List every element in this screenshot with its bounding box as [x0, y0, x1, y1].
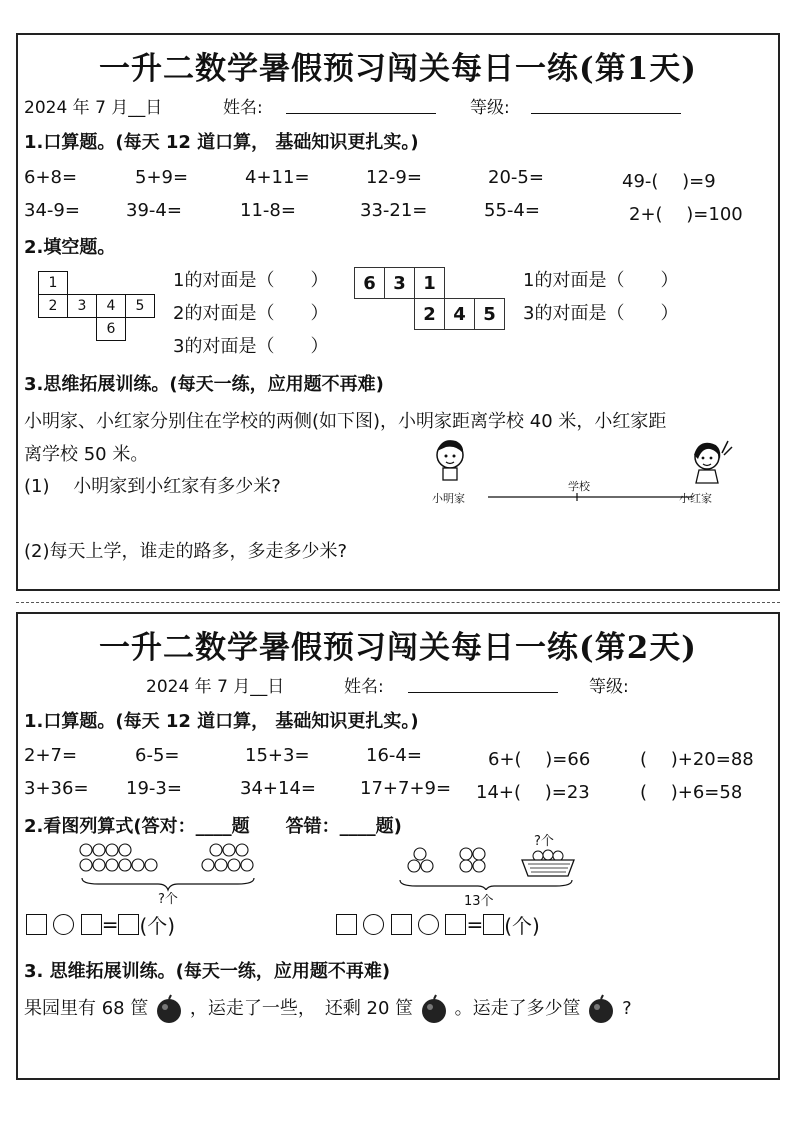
story-part-b: ，运走了一些， 还剩 20 筐	[189, 998, 414, 1019]
story-part-a: 果园里有 68 筐	[24, 998, 149, 1019]
day2-story	[24, 994, 632, 1024]
apple-icon	[408, 848, 485, 872]
net2-cell: 4	[445, 299, 475, 330]
day2-eq-r1-2: 6-5=	[135, 745, 180, 766]
day1-grade-label: 等级:	[470, 98, 510, 118]
day2-eq-r2-4: 17+7+9=	[360, 778, 452, 799]
fig-label-xiaoming: 小明家	[432, 492, 465, 505]
day2-eq-r1-1: 2+7=	[24, 745, 78, 766]
answer-row-right: = (个)	[336, 910, 540, 939]
girl-icon	[694, 441, 732, 483]
apple-icon	[419, 994, 449, 1024]
story-part-d: ?	[622, 998, 632, 1019]
unit-label: (个)	[139, 914, 176, 938]
answer-row-left: = (个)	[26, 910, 175, 939]
day1-section3-heading: 3.思维拓展训练。(每天一练，应用题不再难)	[24, 374, 384, 395]
answer-box[interactable]	[391, 914, 412, 935]
day1-date: 2024 年 7 月__日	[24, 98, 163, 118]
day1-eq-r1-6: 49-( )=9	[622, 171, 716, 192]
net1-question-2: 2的对面是（ ）	[173, 303, 329, 324]
day1-question-2: (2)每天上学，谁走的路多，多走多少米?	[24, 541, 348, 562]
day1-name-label: 姓名:	[223, 98, 263, 118]
day1-eq-r1-4: 12-9=	[366, 167, 422, 188]
day1-eq-r2-3: 11-8=	[240, 200, 296, 221]
day1-eq-r1-3: 4+11=	[245, 167, 310, 188]
fig-left-question: ?个	[158, 892, 178, 907]
day1-title: 一升二数学暑假预习闯关每日一练(第1天)	[99, 51, 697, 87]
net2-question-2: 3的对面是（ ）	[523, 303, 679, 324]
boy-icon	[437, 440, 463, 480]
day1-grade-field[interactable]	[531, 95, 681, 114]
day1-eq-r2-4: 33-21=	[360, 200, 428, 221]
net2-cell: 2	[415, 299, 445, 330]
net1-cell: 4	[97, 295, 126, 318]
day1-eq-r2-1: 34-9=	[24, 200, 80, 221]
day1-section1-heading: 1.口算题。(每天 12 道口算， 基础知识更扎实。)	[24, 132, 419, 153]
day2-section1-heading: 1.口算题。(每天 12 道口算， 基础知识更扎实。)	[24, 711, 419, 732]
day2-eq-r2-6: ( )+6=58	[640, 782, 743, 803]
net2-cell: 3	[385, 268, 415, 299]
day2-eq-r2-1: 3+36=	[24, 778, 89, 799]
day2-eq-r1-6: ( )+20=88	[640, 749, 754, 770]
day2-eq-r2-3: 34+14=	[240, 778, 316, 799]
day2-grade-label: 等级:	[589, 677, 629, 697]
day1-story-line1: 小明家、小红家分别住在学校的两侧(如下图)，小明家距离学校 40 米，小红家距	[24, 411, 667, 432]
net1-cell: 2	[39, 295, 68, 318]
day1-section2-heading: 2.填空题。	[24, 237, 116, 258]
day1-question-1: (1) 小明家到小红家有多少米?	[24, 476, 281, 497]
story-part-c: 。运走了多少筐	[454, 998, 581, 1019]
net2-cell: 1	[415, 268, 445, 299]
answer-box[interactable]	[483, 914, 504, 935]
fig-apples-left	[78, 838, 258, 894]
day1-eq-r1-5: 20-5=	[488, 167, 544, 188]
net2-question-1: 1的对面是（ ）	[523, 270, 679, 291]
day2-eq-r2-2: 19-3=	[126, 778, 182, 799]
day1-eq-r1-2: 5+9=	[135, 167, 189, 188]
day2-eq-r1-3: 15+3=	[245, 745, 310, 766]
unit-label: (个)	[504, 914, 540, 938]
day2-section3-heading: 3. 思维拓展训练。(每天一练，应用题不再难)	[24, 961, 391, 982]
day1-story-line2: 离学校 50 米。	[24, 444, 149, 465]
apple-icon	[586, 994, 616, 1024]
day1-eq-r2-6: 2+( )=100	[629, 204, 743, 225]
answer-box[interactable]	[336, 914, 357, 935]
cube-net-1	[38, 271, 155, 341]
net2-cell: 5	[475, 299, 505, 330]
net1-question-1: 1的对面是（ ）	[173, 270, 329, 291]
operator-circle[interactable]	[418, 914, 439, 935]
fig-right-total: 13个	[464, 894, 494, 909]
answer-box[interactable]	[81, 914, 102, 935]
answer-box[interactable]	[118, 914, 139, 935]
day1-eq-r2-5: 55-4=	[484, 200, 540, 221]
answer-box[interactable]	[26, 914, 47, 935]
net2-cell: 6	[355, 268, 385, 299]
fig-right-question: ?个	[534, 834, 554, 849]
net1-question-3: 3的对面是（ ）	[173, 336, 329, 357]
day2-eq-r2-5: 14+( )=23	[476, 782, 590, 803]
operator-circle[interactable]	[363, 914, 384, 935]
day1-name-field[interactable]	[286, 95, 436, 114]
day1-card	[16, 33, 780, 591]
cube-net-2	[354, 267, 505, 330]
net1-cell: 3	[68, 295, 97, 318]
fig-label-school: 学校	[568, 480, 590, 493]
day2-title: 一升二数学暑假预习闯关每日一练(第2天)	[99, 630, 697, 666]
answer-box[interactable]	[445, 914, 466, 935]
net1-cell: 5	[126, 295, 155, 318]
fig-apples-right	[396, 846, 576, 890]
net1-cell-bottom: 6	[97, 318, 126, 341]
day2-name-field[interactable]	[408, 674, 558, 693]
day2-name-label: 姓名:	[344, 677, 384, 697]
fig-label-xiaohong: 小红家	[679, 492, 712, 505]
page-separator	[16, 602, 780, 603]
day2-eq-r1-4: 16-4=	[366, 745, 422, 766]
day1-eq-r1-1: 6+8=	[24, 167, 78, 188]
apple-icon	[80, 844, 253, 871]
net1-cell-top: 1	[39, 272, 68, 295]
day2-eq-r1-5: 6+( )=66	[488, 749, 591, 770]
apple-icon	[154, 994, 184, 1024]
basket-icon	[522, 850, 574, 876]
day1-eq-r2-2: 39-4=	[126, 200, 182, 221]
operator-circle[interactable]	[53, 914, 74, 935]
day2-card	[16, 612, 780, 1080]
day2-section2-heading: 2.看图列算式(答对：____题 答错：____题)	[24, 816, 402, 837]
day2-date: 2024 年 7 月__日	[146, 677, 285, 697]
